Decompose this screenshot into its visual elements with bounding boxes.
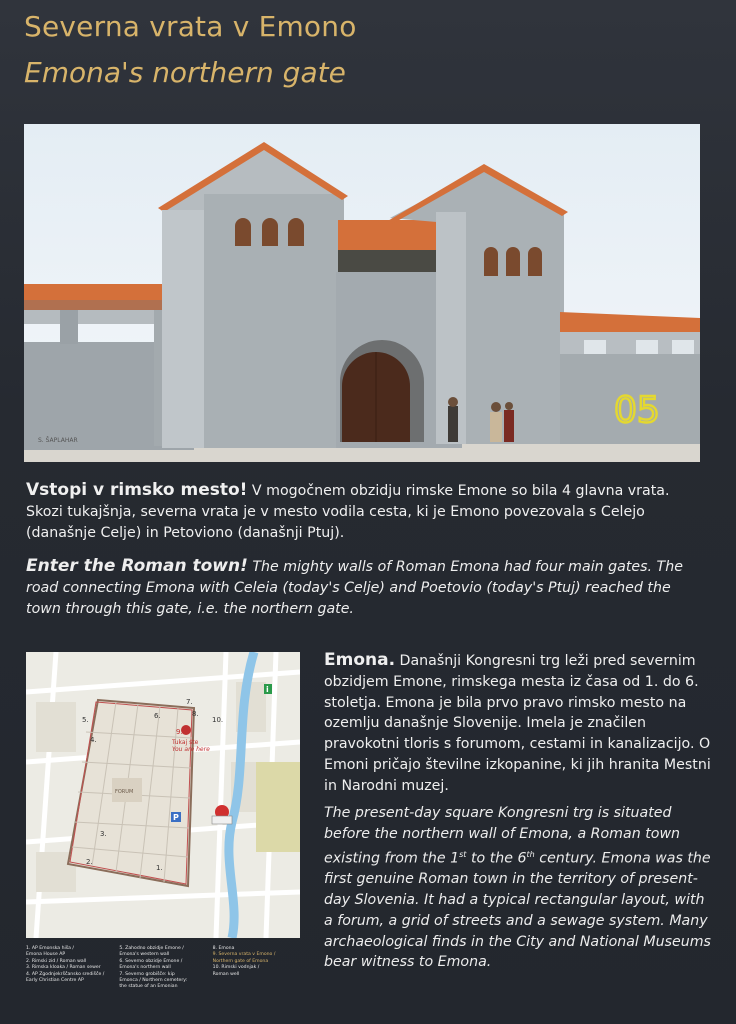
map-number-5: 5. xyxy=(82,716,89,724)
title-english: Emona's northern gate xyxy=(24,56,346,89)
legend-line: 6. Severno obzidje Emone / xyxy=(119,958,183,964)
map-number-8: 8. xyxy=(192,710,199,718)
legend-line: 5. Zahodno obzidje Emone / xyxy=(119,946,184,951)
legend-column-2 xyxy=(119,946,206,1006)
legend-line: the statue of an Emonian xyxy=(119,984,178,990)
emona-english-sup-2: th xyxy=(526,849,535,859)
map-legend xyxy=(26,946,300,1006)
emona-slovene-body: Današnji Kongresni trg leži pred severnim obzidjem Emone, rimskega mesta iz časa od 1. do 6. stoletja. Emona je bila prvo pravo rimsko mesto na ozemlju današnje Slovenije. Imela je značilen pravokotni tloris s forumom, cestami in kanalizacijo. O Emoni pričajo številne izkopanine, ki jih hranita Mestni in Narodni muzej. xyxy=(324,653,711,794)
legend-line: 8. Emona xyxy=(212,946,235,951)
legend-column-1 xyxy=(26,946,113,1006)
emona-slovene-lead: Emona. xyxy=(324,650,396,670)
map-number-2: 2. xyxy=(86,858,93,866)
legend-line: Roman well xyxy=(212,971,240,977)
map-number-1: 1. xyxy=(156,864,163,872)
intro-slovene-body: V mogočnem obzidju rimske Emone so bila 4 glavna vrata. Skozi tukajšnja, severna vrata je v mesto vodila cesta, ki je Emono povezovala s Celejo (današnje Celje) in Petoviono (današnji Ptuj). xyxy=(26,483,670,541)
intro-slovene-lead: Vstopi v rimsko mesto! xyxy=(26,480,248,500)
emona-english-sup-1: st xyxy=(459,849,467,859)
legend-line-highlight: 9. Severna vrata v Emono / xyxy=(212,952,276,958)
legend-column-3 xyxy=(213,946,300,1006)
legend-line: 1. AP Emonska hiša / xyxy=(26,946,74,951)
emona-english-part-3: century. Emona was the first genuine Roman town in the territory of present-day Slovenia. It had a typical rectangular layout, with a forum, a grid of streets and a sewage system. Many archaeological finds in the City and National Museums bear witness to Emona. xyxy=(324,850,711,971)
legend-line: Emona's western wall xyxy=(119,952,170,958)
parking-icon: P xyxy=(173,813,179,822)
legend-line: 10. Rimski vodnjak / xyxy=(212,965,260,971)
map-marker-english: You are here xyxy=(172,746,210,753)
map-number-10: 10. xyxy=(212,716,224,724)
intro-slovene xyxy=(26,480,710,544)
map-marker-number: 9. xyxy=(176,728,183,736)
map-number-7: 7. xyxy=(186,698,193,706)
info-icon: i xyxy=(266,685,269,694)
emona-english-part-2: to the 6 xyxy=(466,850,527,867)
map-number-6: 6. xyxy=(154,712,161,720)
legend-line: 2. Rimski zid / Roman wall xyxy=(26,958,87,964)
gate-illustration xyxy=(24,124,700,462)
map-forum-label: FORUM xyxy=(115,789,134,795)
legend-line: Emonca / Northern cemetery: xyxy=(119,978,188,984)
legend-line: 3. Rimska kloaka / Roman sewer xyxy=(26,965,101,971)
emona-slovene xyxy=(324,650,714,797)
legend-line-highlight: Northern gate of Emona xyxy=(212,958,269,964)
title-slovene: Severna vrata v Emono xyxy=(24,10,357,43)
emona-english xyxy=(324,803,716,973)
emona-english-part-1: The present-day square Kongresni trg is situated before the northern wall of Emona, a Roman town existing from the 1 xyxy=(324,805,681,867)
map-number-4: 4. xyxy=(90,736,97,744)
map-number-3: 3. xyxy=(100,830,107,838)
legend-line: Early Christian Centre AP xyxy=(26,978,84,984)
intro-english-body: The mighty walls of Roman Emona had four main gates. The road connecting Emona with Celeia (today's Celje) and Poetovio (today's Ptuj) reached the town through this gate, i.e. the northern gate. xyxy=(26,559,683,617)
artist-signature: S. ŠAPLAHAR xyxy=(38,437,78,444)
intro-english xyxy=(26,556,710,620)
emona-map xyxy=(26,652,300,938)
legend-line: 7. Severno grobišče: kip xyxy=(119,971,175,977)
legend-line: Emona's northern wall xyxy=(119,965,171,971)
wall-graffiti: 05 xyxy=(614,390,660,431)
legend-line: Emona House AP xyxy=(26,952,66,958)
map-marker-slovene: Tukaj ste xyxy=(172,739,199,746)
legend-line: 4. AP Zgodnjekrščansko središče / xyxy=(26,971,105,977)
intro-english-lead: Enter the Roman town! xyxy=(26,556,248,576)
